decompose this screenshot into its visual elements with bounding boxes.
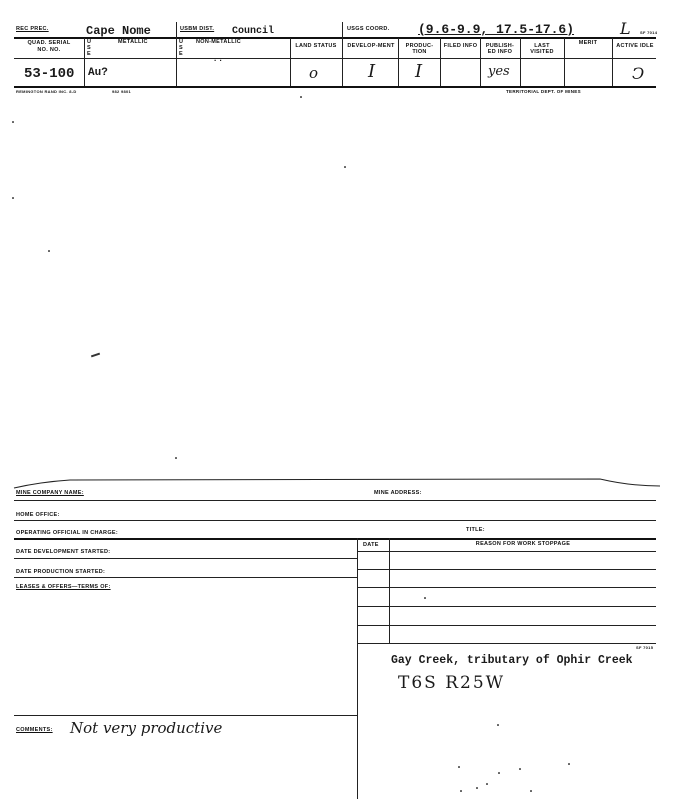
production-header: PRODUC-TION xyxy=(405,43,434,55)
non-metallic-header: NON-METALLIC xyxy=(196,39,242,45)
location-handwritten: T6S R25W xyxy=(398,673,506,693)
development-value: I xyxy=(368,61,376,82)
header-divider xyxy=(84,38,85,86)
header-divider xyxy=(398,38,399,86)
table-divider xyxy=(357,538,358,644)
home-office-label: HOME OFFICE: xyxy=(16,512,60,518)
speck xyxy=(300,96,302,98)
operating-official-label: OPERATING OFFICIAL IN CHARGE: xyxy=(16,530,118,536)
speck xyxy=(476,787,478,789)
form-rule xyxy=(14,715,357,716)
quad-serial-subheader: NO. NO. xyxy=(37,47,61,53)
filed-info-header: FILED INFO xyxy=(443,43,478,49)
metallic-header: METALLIC xyxy=(118,39,148,45)
dev-started-label: DATE DEVELOPMENT STARTED: xyxy=(16,549,111,555)
title-label: TITLE: xyxy=(466,527,485,533)
speck xyxy=(175,457,177,459)
form-rule xyxy=(14,500,656,501)
header-divider xyxy=(342,22,343,86)
header-divider xyxy=(520,38,521,86)
speck xyxy=(12,197,14,199)
prod-started-label: DATE PRODUCTION STARTED: xyxy=(16,569,106,575)
use-u: U xyxy=(87,39,92,45)
printer-imprint: REMINGTON RAND INC. 8-D xyxy=(16,89,77,94)
last-visited-header: LAST VISITED xyxy=(530,43,554,55)
table-rule xyxy=(357,551,656,552)
usgs-coord-value: (9.6-9.9, 17.5-17.6) xyxy=(418,22,575,37)
speck xyxy=(530,790,532,792)
card-letter: L xyxy=(620,19,631,38)
active-idle-value: Ↄ xyxy=(632,64,645,83)
date-column-label: DATE xyxy=(363,542,379,548)
leases-label: LEASES & OFFERS—TERMS OF: xyxy=(16,584,111,590)
use-e: E xyxy=(87,51,91,57)
speck xyxy=(344,166,346,168)
printer-codes: 982 9801 xyxy=(112,89,132,94)
mine-company-label: MINE COMPANY NAME: xyxy=(16,490,84,496)
land-status-header: LAND STATUS xyxy=(295,43,337,49)
location-typed: Gay Creek, tributary of Ophir Creek xyxy=(391,654,633,667)
development-header: DEVELOP-MENT xyxy=(347,43,395,49)
form-number-bottom: SF 7015 xyxy=(636,645,654,650)
non-metallic-marks: · · xyxy=(214,56,223,65)
comments-value: Not very productive xyxy=(70,719,223,737)
table-rule xyxy=(357,625,656,626)
mine-address-label: MINE ADDRESS: xyxy=(374,490,422,496)
form-rule xyxy=(14,577,357,578)
quad-serial-value: 53-100 xyxy=(24,66,75,82)
usbm-dist-value: Council xyxy=(232,26,275,37)
speck xyxy=(460,790,462,792)
use-s: S xyxy=(87,45,91,51)
header-divider xyxy=(612,38,613,86)
table-rule xyxy=(357,643,656,644)
speck xyxy=(424,597,426,599)
form-rule xyxy=(14,520,656,521)
speck xyxy=(486,783,488,785)
merit-header: MERIT xyxy=(578,40,598,46)
form-rule xyxy=(14,538,656,540)
header-divider xyxy=(176,22,177,86)
metallic-value: Au? xyxy=(88,67,108,79)
torn-top-edge xyxy=(0,474,678,494)
speck xyxy=(48,250,50,252)
speck xyxy=(12,121,14,123)
usgs-coord-label: USGS COORD. xyxy=(347,26,390,32)
form-number-top: SF 7014 xyxy=(640,30,658,35)
speck xyxy=(458,766,460,768)
speck xyxy=(568,763,570,765)
use-s: S xyxy=(179,45,183,51)
reason-column-label: REASON FOR WORK STOPPAGE xyxy=(475,541,571,547)
form-rule xyxy=(14,558,357,559)
use-u: U xyxy=(179,39,184,45)
header-divider xyxy=(480,38,481,86)
header-rule-mid xyxy=(14,58,656,59)
speck xyxy=(498,772,500,774)
published-info-value: yes xyxy=(488,64,510,79)
use-e: E xyxy=(179,51,183,57)
land-status-value: o xyxy=(309,64,319,82)
header-divider xyxy=(440,38,441,86)
header-rule-bottom xyxy=(14,86,656,88)
comments-divider xyxy=(357,644,358,799)
header-divider xyxy=(290,38,291,86)
speck xyxy=(497,724,499,726)
published-info-header: PUBLISH-ED INFO xyxy=(485,43,515,55)
table-rule xyxy=(357,587,656,588)
pen-mark xyxy=(91,353,100,358)
table-divider xyxy=(389,538,390,644)
quad-serial-header: QUAD. SERIAL xyxy=(27,40,71,46)
table-rule xyxy=(357,569,656,570)
production-value: I xyxy=(415,61,423,82)
rec-prec-label: REC PREC. xyxy=(16,26,49,32)
usbm-dist-label: USBM DIST. xyxy=(180,26,215,32)
speck xyxy=(519,768,521,770)
table-rule xyxy=(357,606,656,607)
dept-imprint: TERRITORIAL DEPT. OF MINES xyxy=(506,89,581,94)
comments-label: COMMENTS: xyxy=(16,727,53,733)
rec-prec-value: Cape Nome xyxy=(86,24,151,38)
active-idle-header: ACTIVE IDLE xyxy=(616,43,654,49)
header-divider xyxy=(564,38,565,86)
